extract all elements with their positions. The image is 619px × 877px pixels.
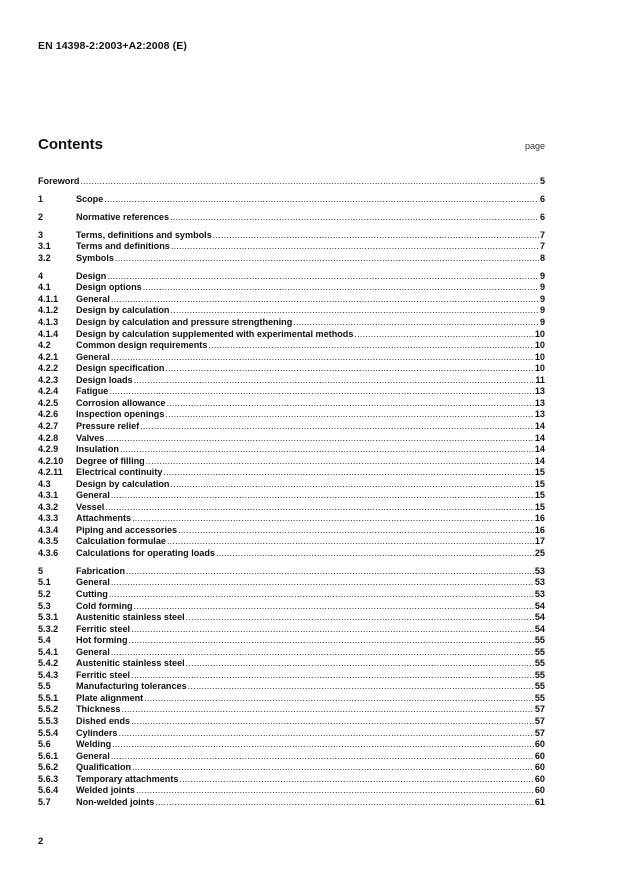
toc-entry[interactable] [38, 386, 545, 398]
toc-entry-title: Design by calculation supplemented with experimental methods [76, 328, 354, 339]
toc-entry-title: Welded joints [76, 785, 135, 796]
toc-entry-title: Temporary attachments [76, 773, 179, 784]
toc-entry[interactable] [38, 194, 545, 206]
toc-dot-leader [208, 340, 533, 352]
toc-entry-title: Inspection openings [76, 409, 165, 420]
toc-entry-number: 5.7 [38, 796, 51, 807]
toc-entry[interactable] [38, 398, 545, 410]
toc-entry[interactable] [38, 536, 545, 548]
toc-dot-leader [165, 409, 533, 421]
toc-entry[interactable] [38, 739, 545, 751]
toc-entry[interactable] [38, 513, 545, 525]
toc-entry-page: 15 [534, 478, 545, 489]
toc-dot-leader [118, 728, 533, 740]
toc-entry-title: Foreword [38, 176, 80, 186]
toc-entry-number: 5.1 [38, 577, 51, 588]
toc-entry-number: 5.3.1 [38, 612, 59, 623]
toc-entry[interactable] [38, 716, 545, 728]
toc-dot-leader [136, 785, 534, 797]
toc-dot-leader [80, 176, 539, 188]
toc-dot-leader [134, 601, 534, 613]
toc-entry[interactable] [38, 728, 545, 740]
toc-dot-leader [143, 282, 539, 294]
toc-entry-number: 5.4.1 [38, 646, 59, 657]
toc-entry[interactable] [38, 340, 545, 352]
toc-entry-title: Thickness [76, 704, 121, 715]
toc-entry[interactable] [38, 456, 545, 468]
contents-title: Contents [38, 136, 103, 153]
toc-entry-page: 53 [534, 577, 545, 588]
toc-entry-page: 53 [534, 565, 545, 576]
toc-entry-number: 4.1 [38, 282, 51, 293]
toc-entry-number: 3 [38, 229, 44, 240]
toc-entry-page: 54 [534, 612, 545, 623]
toc-entry[interactable] [38, 624, 545, 636]
toc-dot-leader [111, 490, 534, 502]
page-number: 2 [38, 836, 44, 847]
toc-entry-page: 14 [534, 432, 545, 443]
toc-entry[interactable] [38, 704, 545, 716]
toc-dot-leader [109, 386, 534, 398]
toc-entry-page: 55 [534, 692, 545, 703]
toc-entry-page: 7 [539, 241, 545, 252]
toc-entry-number: 4.1.1 [38, 293, 59, 304]
toc-dot-leader [165, 363, 533, 375]
toc-entry-page: 60 [534, 750, 545, 761]
toc-entry-page: 16 [534, 513, 545, 524]
toc-entry-page: 57 [534, 727, 545, 738]
toc-entry-number: 4.2.3 [38, 374, 59, 385]
toc-entry-number: 4.2.4 [38, 386, 59, 397]
toc-entry-title: Design by calculation and pressure strengthening [76, 317, 293, 328]
toc-entry[interactable] [38, 479, 545, 491]
toc-entry[interactable] [38, 548, 545, 560]
toc-entry-title: General [76, 750, 110, 761]
toc-entry-title: General [76, 293, 110, 304]
toc-entry-number: 4.2.8 [38, 432, 59, 443]
toc-dot-leader [105, 502, 534, 514]
toc-entry-page: 6 [539, 211, 545, 222]
toc-entry-title: Cutting [76, 589, 108, 599]
toc-entry-title: Design by calculation [76, 478, 170, 489]
toc-entry[interactable] [38, 329, 545, 341]
toc-entry-title: Symbols [76, 252, 114, 263]
toc-group [38, 566, 545, 808]
toc-entry[interactable] [38, 305, 545, 317]
toc-entry-title: Austenitic stainless steel [76, 658, 185, 669]
toc-entry-number: 4.2.6 [38, 409, 59, 420]
toc-entry-title: Vessel [76, 501, 105, 512]
toc-dot-leader [131, 716, 534, 728]
toc-dot-leader [132, 762, 534, 774]
toc-entry-number: 5.3 [38, 600, 51, 611]
toc-entry[interactable] [38, 525, 545, 537]
toc-dot-leader [120, 444, 534, 456]
toc-entry-page: 61 [534, 796, 545, 807]
toc-dot-leader [155, 797, 534, 809]
toc-entry[interactable] [38, 253, 545, 265]
toc-entry-number: 4.2.1 [38, 351, 59, 362]
toc-entry-page: 9 [539, 305, 545, 316]
toc-entry-page: 14 [534, 455, 545, 466]
toc-dot-leader [144, 693, 534, 705]
toc-entry[interactable] [38, 785, 545, 797]
toc-entry-title: Fabrication [76, 565, 126, 576]
toc-group [38, 230, 545, 265]
toc-entry-title: Hot forming [76, 635, 128, 646]
toc-entry-title: Fatigue [76, 386, 109, 397]
toc-entry-page: 60 [534, 785, 545, 796]
toc-dot-leader [112, 739, 534, 751]
toc-entry-page: 54 [534, 623, 545, 634]
toc-entry-number: 5.4 [38, 635, 51, 646]
toc-entry[interactable] [38, 212, 545, 224]
toc-dot-leader [293, 317, 539, 329]
toc-entry-page: 8 [539, 252, 545, 263]
toc-entry-number: 4.1.2 [38, 305, 59, 316]
toc-entry[interactable] [38, 658, 545, 670]
toc-entry-number: 4.2.7 [38, 420, 59, 431]
toc-entry-page: 6 [539, 193, 545, 204]
toc-entry-number: 5.5.4 [38, 727, 59, 738]
toc-entry-number: 4.3.4 [38, 524, 59, 535]
toc-entry-number: 5.6.1 [38, 750, 59, 761]
toc-entry[interactable] [38, 774, 545, 786]
toc-dot-leader [167, 536, 534, 548]
toc-entry-title: Calculation formulae [76, 536, 166, 547]
toc-dot-leader [134, 375, 535, 387]
toc-entry[interactable] [38, 444, 545, 456]
toc-entry-page: 14 [534, 444, 545, 455]
toc-group [38, 194, 545, 206]
toc-dot-leader [186, 612, 534, 624]
toc-entry-page: 55 [534, 658, 545, 669]
toc-entry-title: Manufacturing tolerances [76, 681, 187, 692]
toc-entry-number: 4.3.6 [38, 547, 59, 558]
toc-dot-leader [111, 647, 534, 659]
toc-dot-leader [121, 704, 533, 716]
toc-dot-leader [111, 577, 534, 589]
toc-entry-number: 4.3.5 [38, 536, 59, 547]
toc-entry-title: General [76, 577, 110, 588]
toc-dot-leader [111, 294, 539, 306]
toc-entry-number: 5.2 [38, 589, 51, 599]
toc-entry-page: 25 [534, 547, 545, 558]
toc-entry[interactable] [38, 635, 545, 647]
toc-entry[interactable] [38, 409, 545, 421]
toc-entry-page: 57 [534, 716, 545, 727]
toc-dot-leader [163, 467, 533, 479]
toc-dot-leader [104, 194, 539, 206]
toc-dot-leader [140, 421, 534, 433]
toc-entry-title: Design options [76, 282, 142, 293]
toc-dot-leader [146, 456, 534, 468]
toc-entry-number: 3.2 [38, 252, 51, 263]
toc-entry-page: 5 [539, 176, 545, 186]
toc-dot-leader [186, 658, 534, 670]
toc-entry-page: 15 [534, 501, 545, 512]
toc-entry-title: Calculations for operating loads [76, 547, 215, 558]
toc-entry-title: Non-welded joints [76, 796, 155, 807]
toc-entry[interactable] [38, 751, 545, 763]
toc-entry-page: 54 [534, 600, 545, 611]
toc-entry-number: 5.5 [38, 681, 51, 692]
toc-entry-title: Piping and accessories [76, 524, 178, 535]
toc-entry-page: 55 [534, 669, 545, 680]
toc-dot-leader [115, 253, 539, 265]
toc-entry-title: Welding [76, 739, 112, 750]
toc-entry-title: Cylinders [76, 727, 118, 738]
toc-entry[interactable] [38, 647, 545, 659]
toc-entry[interactable] [38, 797, 545, 809]
toc-dot-leader [171, 305, 539, 317]
toc-entry[interactable] [38, 294, 545, 306]
toc-entry-page: 53 [534, 589, 545, 599]
toc-entry[interactable] [38, 375, 545, 387]
toc-dot-leader [109, 589, 534, 601]
toc-entry-title: Pressure relief [76, 420, 140, 431]
toc-dot-leader [105, 433, 534, 445]
toc-entry-number: 4.2.9 [38, 444, 59, 455]
toc-entry-title: Common design requirements [76, 340, 208, 351]
toc-dot-leader [126, 566, 534, 578]
toc-entry-title: Valves [76, 432, 105, 443]
toc-entry-number: 5.4.3 [38, 669, 59, 680]
toc-entry[interactable] [38, 612, 545, 624]
toc-entry[interactable] [38, 282, 545, 294]
page-column-label: page [524, 141, 545, 151]
toc-entry-number: 4.2.11 [38, 467, 63, 478]
toc-entry-title: Design specification [76, 363, 165, 374]
toc-entry-page: 7 [539, 229, 545, 240]
toc-entry-title: General [76, 351, 110, 362]
toc-entry-title: Insulation [76, 444, 119, 455]
toc-dot-leader [107, 271, 539, 283]
toc-entry-number: 4.1.4 [38, 328, 59, 339]
toc-dot-leader [213, 230, 539, 242]
toc-entry-number: 5.6.2 [38, 762, 59, 773]
toc-entry[interactable] [38, 601, 545, 613]
toc-entry-page: 10 [534, 328, 545, 339]
toc-dot-leader [188, 681, 534, 693]
toc-entry[interactable] [38, 433, 545, 445]
toc-entry-page: 10 [534, 340, 545, 351]
toc-entry[interactable] [38, 762, 545, 774]
toc-entry[interactable] [38, 317, 545, 329]
toc-entry[interactable] [38, 490, 545, 502]
toc-entry-title: Ferritic steel [76, 669, 131, 680]
toc-entry-page: 9 [539, 282, 545, 293]
toc-entry-page: 13 [534, 386, 545, 397]
toc-entry-page: 55 [534, 681, 545, 692]
toc-entry[interactable] [38, 502, 545, 514]
toc-dot-leader [171, 479, 534, 491]
toc-entry-page: 60 [534, 739, 545, 750]
toc-entry-page: 10 [534, 351, 545, 362]
toc-entry-page: 15 [534, 467, 545, 478]
toc-entry-page: 14 [534, 420, 545, 431]
toc-entry-number: 5.6 [38, 739, 51, 750]
toc-dot-leader [171, 241, 539, 253]
toc-entry-number: 4.2.10 [38, 455, 64, 466]
toc-entry[interactable] [38, 352, 545, 364]
toc-dot-leader [132, 513, 534, 525]
toc-entry[interactable] [38, 176, 545, 188]
toc-entry-title: Terms, definitions and symbols [76, 229, 212, 240]
toc-entry-number: 5.6.4 [38, 785, 59, 796]
toc-entry-page: 55 [534, 635, 545, 646]
toc-entry-title: Ferritic steel [76, 623, 131, 634]
toc-entry-page: 17 [534, 536, 545, 547]
toc-entry-number: 5.5.2 [38, 704, 59, 715]
toc-entry-title: Austenitic stainless steel [76, 612, 185, 623]
toc-entry-page: 9 [539, 270, 545, 281]
toc-entry-title: General [76, 490, 110, 501]
toc-entry[interactable] [38, 230, 545, 242]
toc-entry-number: 4.3.3 [38, 513, 59, 524]
toc-entry-page: 15 [534, 490, 545, 501]
toc-entry-number: 5.6.3 [38, 773, 59, 784]
toc-entry[interactable] [38, 589, 545, 601]
toc-entry-number: 4.3 [38, 478, 51, 489]
toc-dot-leader [166, 398, 533, 410]
toc-dot-leader [179, 774, 533, 786]
toc-entry-number: 4 [38, 270, 44, 281]
toc-entry-number: 4.1.3 [38, 317, 59, 328]
toc-group [38, 176, 545, 188]
toc-entry[interactable] [38, 566, 545, 578]
toc-entry-number: 5.4.2 [38, 658, 59, 669]
toc-entry-number: 5 [38, 565, 44, 576]
document-header: EN 14398-2:2003+A2:2008 (E) [38, 40, 187, 52]
toc-dot-leader [131, 624, 534, 636]
toc-entry-number: 2 [38, 211, 44, 222]
toc-entry-title: Terms and definitions [76, 241, 170, 252]
toc-entry[interactable] [38, 241, 545, 253]
toc-entry[interactable] [38, 421, 545, 433]
toc-entry-title: Attachments [76, 513, 132, 524]
toc-entry-number: 5.3.2 [38, 623, 59, 634]
toc-entry-page: 60 [534, 762, 545, 773]
toc-entry-page: 60 [534, 773, 545, 784]
toc-dot-leader [178, 525, 534, 537]
toc-dot-leader [170, 212, 539, 224]
toc-entry-number: 4.2.5 [38, 397, 59, 408]
toc-entry-page: 11 [535, 374, 545, 385]
toc-entry[interactable] [38, 681, 545, 693]
toc-entry[interactable] [38, 467, 545, 479]
toc-entry-title: Design loads [76, 374, 133, 385]
toc-entry-title: Cold forming [76, 600, 133, 611]
toc-entry-title: Design by calculation [76, 305, 170, 316]
toc-entry-title: Dished ends [76, 716, 131, 727]
toc-entry-number: 3.1 [38, 241, 51, 252]
toc-dot-leader [354, 329, 533, 341]
toc-entry-page: 55 [534, 646, 545, 657]
toc-entry-page: 13 [534, 397, 545, 408]
toc-entry-title: General [76, 646, 110, 657]
toc-entry[interactable] [38, 670, 545, 682]
toc-entry-title: Design [76, 270, 107, 281]
toc-entry-page: 10 [534, 363, 545, 374]
toc-entry[interactable] [38, 577, 545, 589]
toc-entry-number: 4.2.2 [38, 363, 59, 374]
toc-dot-leader [129, 635, 534, 647]
toc-dot-leader [131, 670, 534, 682]
toc-entry-title: Normative references [76, 211, 170, 222]
toc-entry-title: Electrical continuity [76, 467, 163, 478]
toc-dot-leader [111, 352, 534, 364]
toc-entry-number: 4.3.1 [38, 490, 59, 501]
toc-entry[interactable] [38, 271, 545, 283]
toc-entry-title: Plate alignment [76, 692, 144, 703]
toc-entry-page: 9 [539, 317, 545, 328]
toc-entry-number: 5.5.1 [38, 692, 59, 703]
toc-entry-page: 16 [534, 524, 545, 535]
toc-entry-page: 13 [534, 409, 545, 420]
toc-entry-number: 5.5.3 [38, 716, 59, 727]
toc-entry-number: 1 [38, 193, 44, 204]
toc-entry-title: Corrosion allowance [76, 397, 166, 408]
toc-entry-title: Qualification [76, 762, 132, 773]
table-of-contents [38, 176, 545, 815]
toc-dot-leader [216, 548, 534, 560]
toc-group [38, 271, 545, 560]
toc-entry-number: 4.2 [38, 340, 51, 351]
toc-entry[interactable] [38, 363, 545, 375]
toc-dot-leader [111, 751, 534, 763]
toc-entry-title: Scope [76, 193, 104, 204]
toc-entry-title: Degree of filling [76, 455, 145, 466]
toc-entry-number: 4.3.2 [38, 501, 59, 512]
toc-entry-page: 9 [539, 293, 545, 304]
toc-group [38, 212, 545, 224]
toc-entry[interactable] [38, 693, 545, 705]
toc-entry-page: 57 [534, 704, 545, 715]
